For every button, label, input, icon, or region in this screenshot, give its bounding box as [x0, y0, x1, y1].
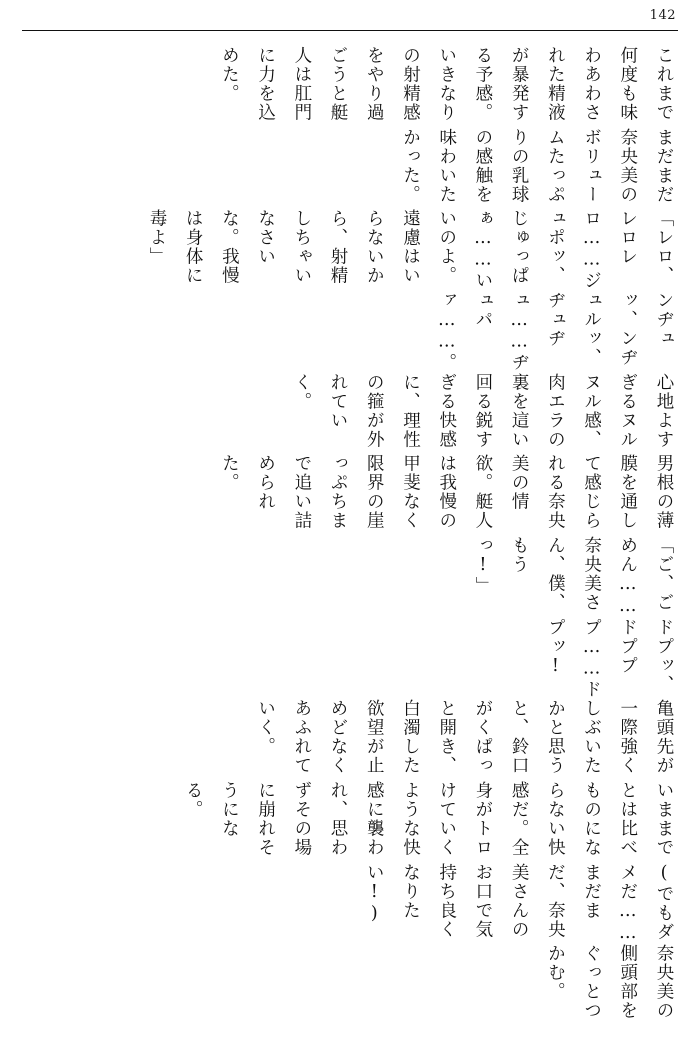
- text-column: 男根の薄膜を通して感じられる奈央美の情欲。艇人は我慢の甲斐なく限界の崖っぷちまで追い詰められた。: [219, 454, 674, 531]
- text-column: 「レロ、レロレロ……ジュポッ、じゅっぱぁ……いいのよ。遠慮はいらないから、射精しちゃいなさいな。我慢は身体に毒よ」: [146, 209, 674, 291]
- text-column: ドプッ、ドプププ……ドプッ!: [545, 617, 674, 700]
- text-column: いままでとは比べものにならない快感だ。全身がトロけていくような快感に襲われ、思わずその場に崩れそうになる。: [183, 781, 674, 858]
- text-column: (でもダメだ……まだまだ、奈央美さんのお口で気持ち良くなりたい!): [364, 862, 674, 945]
- vertical-text-body: [24, 46, 682, 1026]
- text-column: 「ご、ごめん……奈央美さん、僕、もうっ!」: [472, 536, 674, 618]
- text-column: 奈央美の側頭部をぐっとつかむ。: [545, 944, 674, 1021]
- page-number: 142: [649, 8, 676, 23]
- text-column: 心地よすぎるヌルヌル感、肉エラの裏を這い回る鋭すぎる快感に、理性の箍が外れていく。: [291, 372, 674, 450]
- text-column: これまで何度も味わあわされた精液が暴発する予感。いきなりの射精感をやり過ごうと艇人は肛門に力を込めた。: [219, 46, 674, 123]
- text-column: 亀頭先が一際強くしぶいたかと思うと、鈴口がくぱっと開き、白濁した欲望が止めどなくあふれていく。: [255, 699, 674, 776]
- text-column: まだまだ奈央美のボリュームたっぷりの乳球の感触を味わいたかった。: [400, 127, 674, 205]
- text-column: ンヂュッ、ンヂュルッ、ヂュヂュ……ヂュパァ……。: [436, 291, 674, 373]
- header-divider: [22, 30, 678, 31]
